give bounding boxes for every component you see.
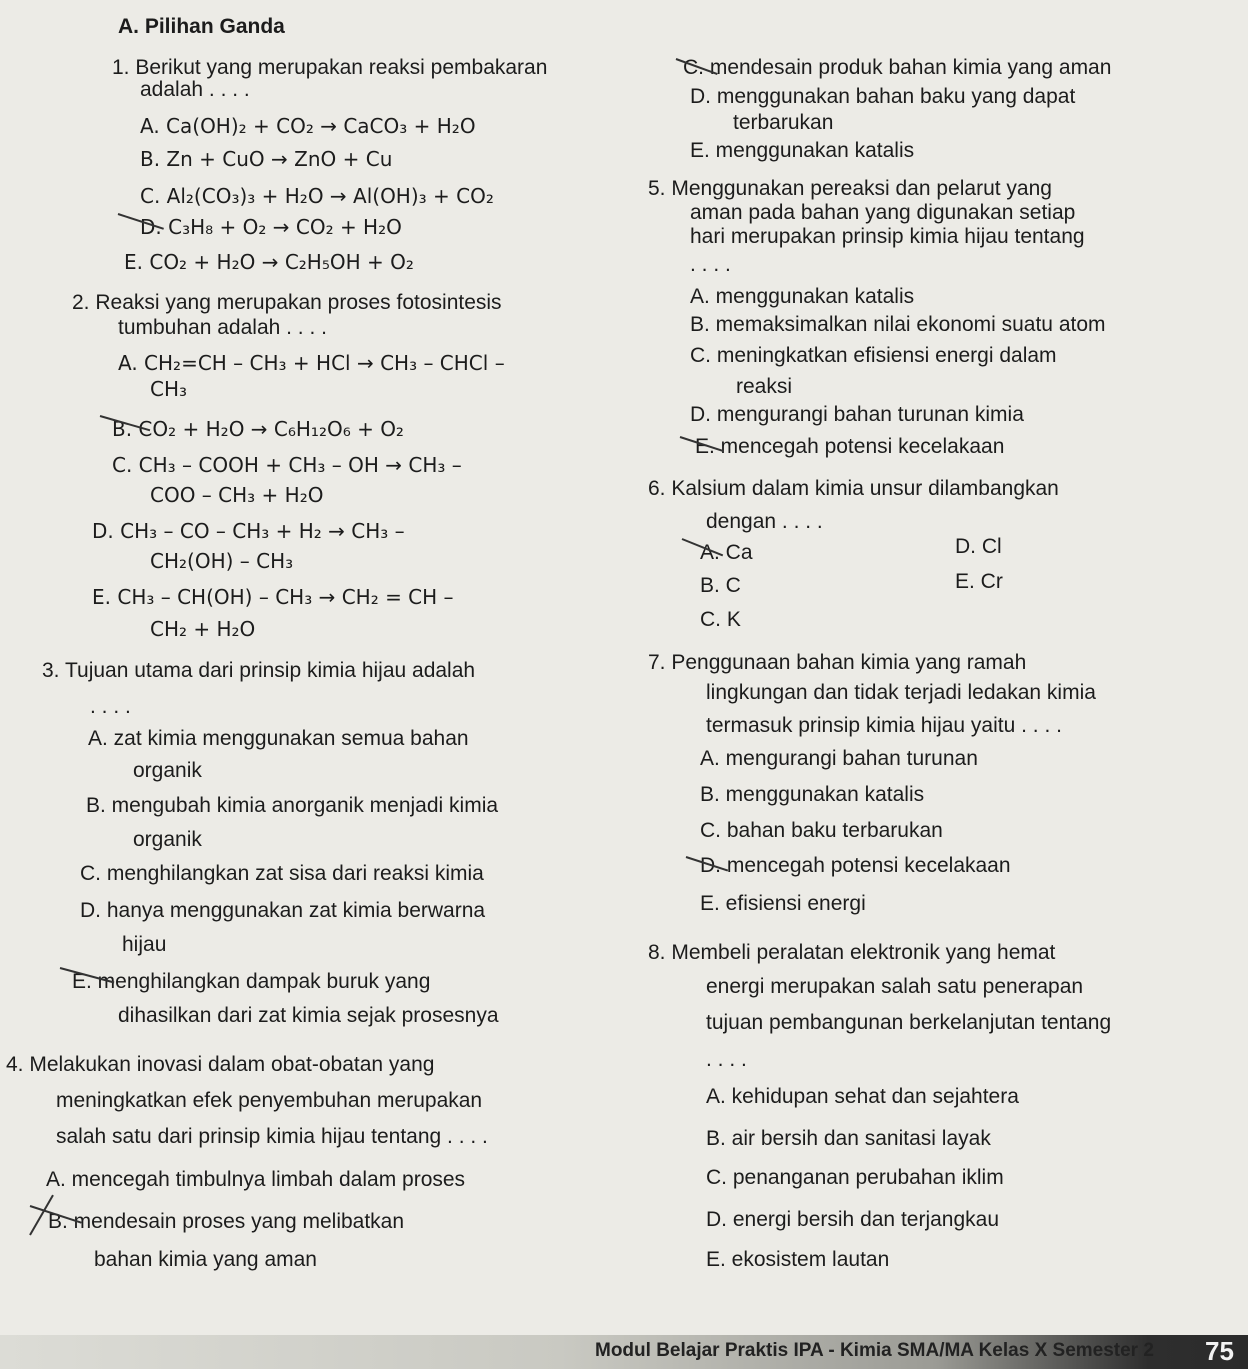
q3-option-b-line2: organik (133, 828, 202, 851)
q7-stem-line3: termasuk prinsip kimia hijau yaitu . . . . (706, 714, 1062, 737)
q3-option-e-line1: E. menghilangkan dampak buruk yang (72, 970, 431, 993)
q5-stem-line4: . . . . (690, 253, 731, 276)
q8-stem-line3: tujuan pembangunan berkelanjutan tentang (706, 1011, 1112, 1034)
q7-stem-line1: 7. Penggunaan bahan kimia yang ramah (648, 651, 1027, 674)
q7-option-e: E. efisiensi energi (700, 892, 866, 915)
q1-option-d: D. C₃H₈ + O₂ → CO₂ + H₂O (140, 215, 402, 239)
q1-option-e: E. CO₂ + H₂O → C₂H₅OH + O₂ (124, 250, 414, 274)
q4-option-d-line1: D. menggunakan bahan baku yang dapat (690, 85, 1076, 108)
q2-option-d-line2: CH₂(OH) – CH₃ (150, 549, 294, 573)
q2-option-a-line2: CH₃ (150, 377, 188, 401)
q3-stem-line1: 3. Tujuan utama dari prinsip kimia hijau adalah (42, 659, 476, 682)
q6-stem-line2: dengan . . . . (706, 510, 823, 533)
q3-option-c: C. menghilangkan zat sisa dari reaksi kimia (80, 862, 484, 885)
q6-stem-line1: 6. Kalsium dalam kimia unsur dilambangkan (648, 477, 1059, 500)
q8-stem-line4: . . . . (706, 1048, 747, 1071)
q8-option-b: B. air bersih dan sanitasi layak (706, 1127, 991, 1150)
q3-option-a-line2: organik (133, 759, 202, 782)
q3-option-d-line1: D. hanya menggunakan zat kimia berwarna (80, 899, 486, 922)
q6-option-a: A. Ca (700, 541, 753, 564)
q1-stem-line2: adalah . . . . (140, 78, 250, 101)
q6-option-e: E. Cr (955, 570, 1003, 593)
q1-stem-line1: 1. Berikut yang merupakan reaksi pembakaran (112, 56, 548, 79)
q7-option-d: D. mencegah potensi kecelakaan (700, 854, 1011, 877)
q4-option-a: A. mencegah timbulnya limbah dalam proses (46, 1168, 466, 1191)
q5-option-c-line2: reaksi (736, 375, 793, 398)
q4-stem-line3: salah satu dari prinsip kimia hijau tentang . . . . (56, 1125, 488, 1148)
q3-option-b-line1: B. mengubah kimia anorganik menjadi kimia (86, 794, 499, 817)
q2-option-e-line1: E. CH₃ – CH(OH) – CH₃ → CH₂ = CH – (92, 585, 454, 609)
q8-option-c: C. penanganan perubahan iklim (706, 1166, 1004, 1189)
q5-stem-line2: aman pada bahan yang digunakan setiap (690, 201, 1076, 224)
q1-option-a: A. Ca(OH)₂ + CO₂ → CaCO₃ + H₂O (140, 114, 476, 138)
q2-option-d-line1: D. CH₃ – CO – CH₃ + H₂ → CH₃ – (92, 519, 405, 543)
q5-option-b: B. memaksimalkan nilai ekonomi suatu atom (690, 313, 1106, 336)
q5-option-e: E. mencegah potensi kecelakaan (695, 435, 1005, 458)
q8-option-e: E. ekosistem lautan (706, 1248, 890, 1271)
q2-stem-line1: 2. Reaksi yang merupakan proses fotosintesis (72, 291, 502, 314)
q4-option-d-line2: terbarukan (733, 111, 834, 134)
q6-option-b: B. C (700, 574, 741, 597)
q8-option-d: D. energi bersih dan terjangkau (706, 1208, 1000, 1231)
q4-stem-line1: 4. Melakukan inovasi dalam obat-obatan yang (6, 1053, 435, 1076)
q3-option-d-line2: hijau (122, 933, 167, 956)
q8-stem-line1: 8. Membeli peralatan elektronik yang hemat (648, 941, 1056, 964)
q2-option-c-line1: C. CH₃ – COOH + CH₃ – OH → CH₃ – (112, 453, 462, 477)
q2-option-b: B. CO₂ + H₂O → C₆H₁₂O₆ + O₂ (112, 417, 404, 441)
footer-title: Modul Belajar Praktis IPA - Kimia SMA/MA Kelas X Semester 2 (595, 1340, 1154, 1361)
q8-option-a: A. kehidupan sehat dan sejahtera (706, 1085, 1019, 1108)
q5-stem-line3: hari merupakan prinsip kimia hijau tentang (690, 225, 1085, 248)
q5-option-c-line1: C. meningkatkan efisiensi energi dalam (690, 344, 1057, 367)
q3-option-a-line1: A. zat kimia menggunakan semua bahan (88, 727, 469, 750)
q4-option-b-line2: bahan kimia yang aman (94, 1248, 317, 1271)
q4-option-c: C. mendesain produk bahan kimia yang aman (683, 56, 1112, 79)
q5-option-d: D. mengurangi bahan turunan kimia (690, 403, 1024, 426)
q3-stem-line2: . . . . (90, 695, 131, 718)
q5-option-a: A. menggunakan katalis (690, 285, 915, 308)
q2-option-a-line1: A. CH₂=CH – CH₃ + HCl → CH₃ – CHCl – (118, 351, 505, 375)
section-title: A. Pilihan Ganda (118, 15, 285, 38)
q4-option-e: E. menggunakan katalis (690, 139, 915, 162)
q7-option-a: A. mengurangi bahan turunan (700, 747, 978, 770)
q4-option-b-line1: B. mendesain proses yang melibatkan (48, 1210, 405, 1233)
q1-option-b: B. Zn + CuO → ZnO + Cu (140, 147, 393, 171)
q8-stem-line2: energi merupakan salah satu penerapan (706, 975, 1084, 998)
q7-option-c: C. bahan baku terbarukan (700, 819, 943, 842)
q2-stem-line2: tumbuhan adalah . . . . (118, 316, 327, 339)
q1-option-c: C. Al₂(CO₃)₃ + H₂O → Al(OH)₃ + CO₂ (140, 184, 494, 208)
q7-option-b: B. menggunakan katalis (700, 783, 925, 806)
q6-option-c: C. K (700, 608, 741, 631)
q2-option-e-line2: CH₂ + H₂O (150, 617, 256, 641)
q3-option-e-line2: dihasilkan dari zat kimia sejak prosesnya (118, 1004, 499, 1027)
q5-stem-line1: 5. Menggunakan pereaksi dan pelarut yang (648, 177, 1052, 200)
page-number: 75 (1205, 1336, 1234, 1366)
q6-option-d: D. Cl (955, 535, 1002, 558)
q4-stem-line2: meningkatkan efek penyembuhan merupakan (56, 1089, 483, 1112)
q7-stem-line2: lingkungan dan tidak terjadi ledakan kimia (706, 681, 1096, 704)
q2-option-c-line2: COO – CH₃ + H₂O (150, 483, 324, 507)
